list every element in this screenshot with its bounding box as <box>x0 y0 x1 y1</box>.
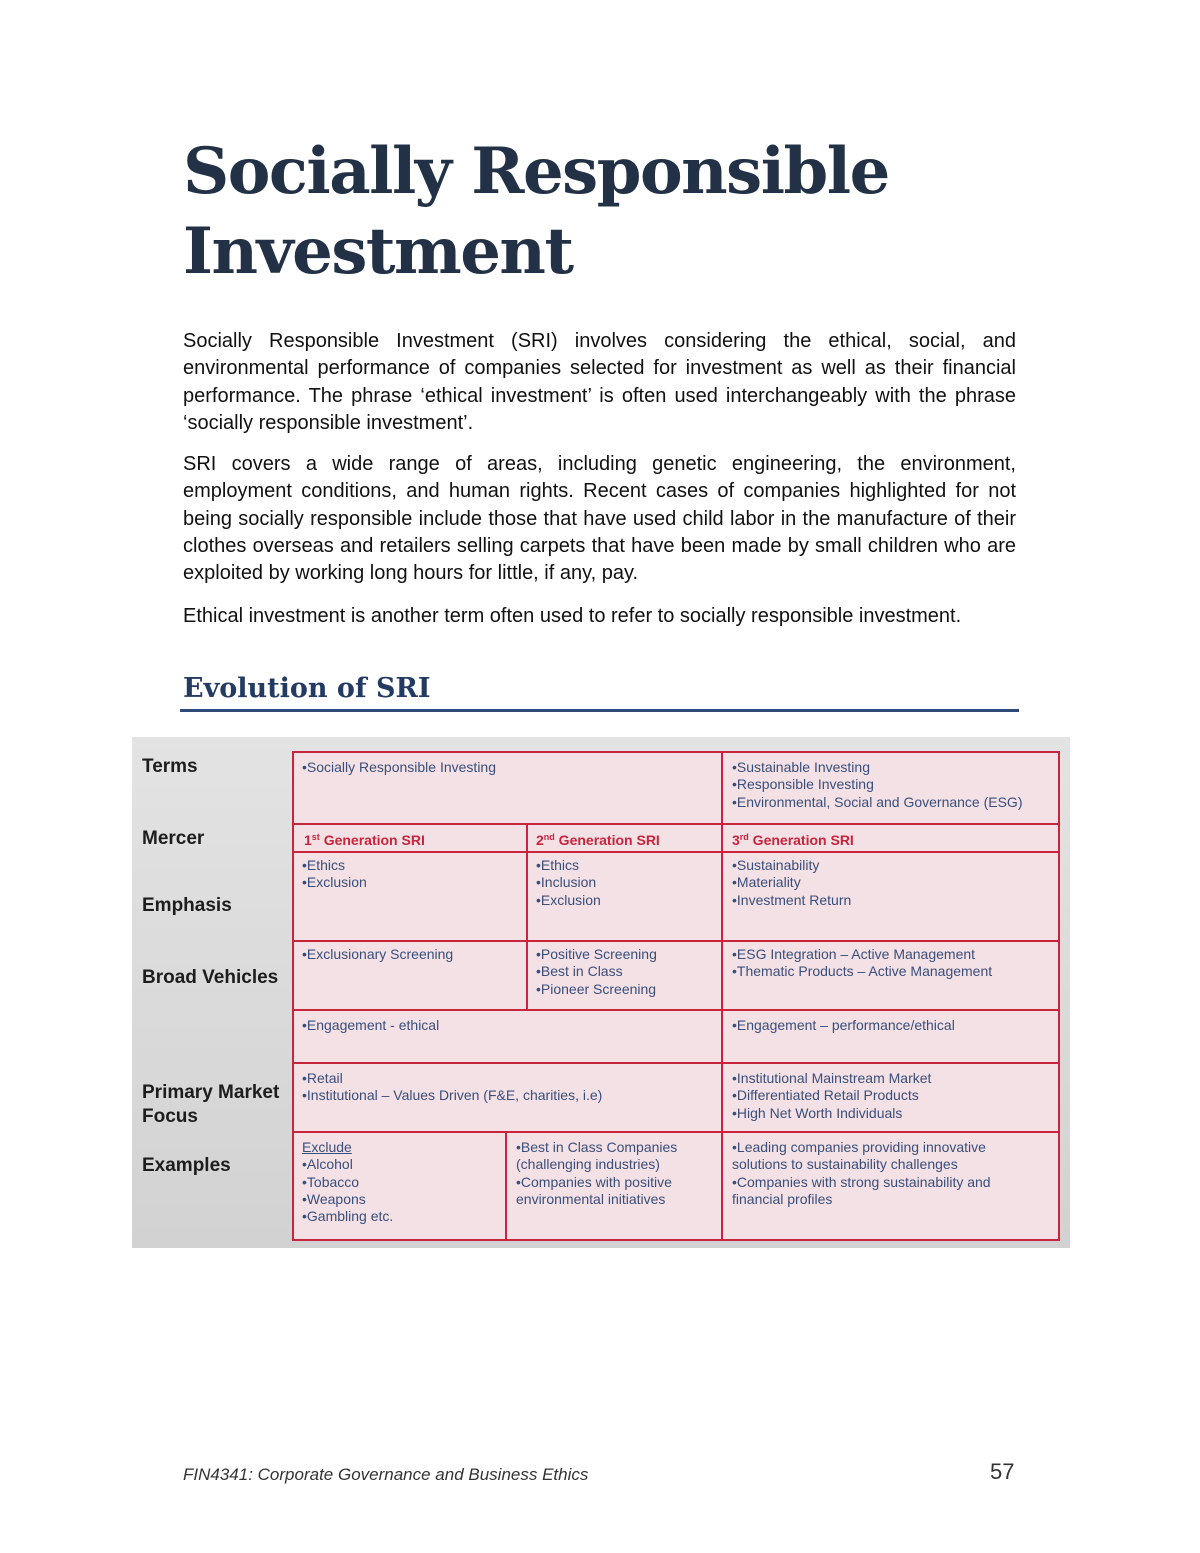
vehicle-item: •Thematic Products – Active Management <box>732 963 993 980</box>
emphasis-gen1-cell <box>302 857 367 892</box>
row-label-broad-vehicles: Broad Vehicles <box>142 967 279 988</box>
row-label-primary-market-line1: Primary Market <box>142 1082 280 1103</box>
market-focus-item: •Differentiated Retail Products <box>732 1087 919 1104</box>
emphasis-item: •Exclusion <box>302 874 367 891</box>
row-label-primary-market <box>142 1081 279 1129</box>
page-number: 57 <box>990 1459 1015 1484</box>
emphasis-item: •Exclusion <box>536 891 601 908</box>
example-item: financial profiles <box>732 1190 833 1207</box>
terms-right-item: •Responsible Investing <box>732 776 874 793</box>
grid-line <box>294 940 1058 942</box>
emphasis-item: •Ethics <box>536 857 580 873</box>
terms-right-cell <box>732 759 1023 811</box>
paragraph-1: Socially Responsible Investment (SRI) involves considering the ethical, social, and environmental performance of companies selected for investment as well as their financial performance. The phrase ‘ethical investment’ is often used interchangeably with the phrase ‘socially responsible investment’. <box>183 330 1016 434</box>
page-title <box>183 132 1033 292</box>
example-item: •Tobacco <box>302 1173 360 1190</box>
title-line-2: Investment <box>183 214 573 289</box>
grid-line <box>505 1131 507 1239</box>
gen-num: 2 <box>536 832 544 848</box>
market-focus-left-cell <box>302 1070 602 1105</box>
grid-line <box>526 823 528 1009</box>
engagement-right-cell <box>732 1017 955 1034</box>
market-focus-item: •Institutional – Values Driven (F&E, charities, i.e) <box>302 1087 603 1104</box>
paragraph-3: Ethical investment is another term often used to refer to socially responsible investment. <box>183 605 962 627</box>
row-label-primary-market-line2: Focus <box>142 1106 198 1127</box>
terms-right-item: •Sustainable Investing <box>732 759 870 775</box>
sri-evolution-figure <box>132 737 1070 1248</box>
emphasis-item: •Investment Return <box>732 891 852 908</box>
row-label-terms: Terms <box>142 756 198 777</box>
terms-right-item: •Environmental, Social and Governance (ESG) <box>732 793 1023 810</box>
gen-num: 3 <box>732 832 740 848</box>
vehicle-item: •Exclusionary Screening <box>302 946 454 962</box>
examples-col3-cell <box>732 1139 991 1208</box>
generation-1-header <box>304 828 425 849</box>
example-item: •Leading companies providing innovative <box>732 1139 986 1155</box>
vehicle-item: •Positive Screening <box>536 946 657 962</box>
grid-line <box>294 1062 1058 1064</box>
emphasis-gen3-cell <box>732 857 851 909</box>
grid-line <box>294 1009 1058 1011</box>
examples-exclude-header: Exclude <box>302 1139 352 1155</box>
row-label-emphasis: Emphasis <box>142 895 232 916</box>
generation-2-header <box>536 828 660 849</box>
grid-line <box>721 753 723 1239</box>
market-focus-right-cell <box>732 1070 931 1122</box>
example-item: •Alcohol <box>302 1156 353 1173</box>
vehicle-item: •Pioneer Screening <box>536 980 657 997</box>
emphasis-item: •Ethics <box>302 857 346 873</box>
gen-num: 1 <box>304 832 312 848</box>
gen-sup: st <box>311 832 320 842</box>
engagement-left-cell <box>302 1017 439 1034</box>
terms-left-cell <box>302 759 496 776</box>
market-focus-item: •Institutional Mainstream Market <box>732 1070 932 1086</box>
market-focus-item: •Retail <box>302 1070 343 1086</box>
engagement-item: •Engagement - ethical <box>302 1017 440 1033</box>
example-item: •Companies with positive <box>516 1173 672 1190</box>
engagement-item: •Engagement – performance/ethical <box>732 1017 955 1033</box>
footer-course-title: FIN4341: Corporate Governance and Business Ethics <box>183 1465 589 1484</box>
grid-line <box>294 851 1058 853</box>
title-line-1: Socially Responsible <box>183 134 889 209</box>
paragraph-2: SRI covers a wide range of areas, including genetic engineering, the environment, employment conditions, and human rights. Recent cases of companies highlighted for not being socially responsible include those that have used child labor in the manufacture of their clothes overseas and retailers selling carpets that have been made by small children who are exploited by working long hours for little, if any, pay. <box>183 453 1016 585</box>
gen-sup: rd <box>739 832 749 842</box>
vehicles-gen1-cell <box>302 946 453 963</box>
vehicle-item: •Best in Class <box>536 963 623 980</box>
row-label-mercer: Mercer <box>142 828 205 849</box>
vehicles-gen3-cell <box>732 946 992 981</box>
market-focus-item: •High Net Worth Individuals <box>732 1104 903 1121</box>
section-rule <box>180 709 1019 712</box>
vehicles-gen2-cell <box>536 946 657 998</box>
grid-line <box>294 823 1058 825</box>
gen-rest: Generation SRI <box>554 832 660 848</box>
emphasis-item: •Materiality <box>732 874 801 891</box>
example-item: •Weapons <box>302 1190 366 1207</box>
example-item: solutions to sustainability challenges <box>732 1156 958 1173</box>
gen-sup: nd <box>543 832 555 842</box>
example-item: (challenging industries) <box>516 1156 660 1173</box>
section-heading: Evolution of SRI <box>183 673 431 704</box>
terms-left-text: •Socially Responsible Investing <box>302 759 497 775</box>
vehicle-item: •ESG Integration – Active Management <box>732 946 976 962</box>
row-label-examples: Examples <box>142 1155 231 1176</box>
generation-3-header <box>732 828 854 849</box>
examples-col2-cell <box>516 1139 677 1208</box>
example-item: environmental initiatives <box>516 1190 666 1207</box>
examples-col1-cell <box>302 1139 393 1225</box>
emphasis-gen2-cell <box>536 857 601 909</box>
emphasis-item: •Sustainability <box>732 857 820 873</box>
sri-grid <box>292 751 1060 1241</box>
gen-rest: Generation SRI <box>748 832 854 848</box>
emphasis-item: •Inclusion <box>536 874 597 891</box>
example-item: •Companies with strong sustainability and <box>732 1173 991 1190</box>
example-item: •Best in Class Companies <box>516 1139 678 1155</box>
example-item: •Gambling etc. <box>302 1208 394 1225</box>
grid-line <box>294 1131 1058 1133</box>
gen-rest: Generation SRI <box>319 832 425 848</box>
